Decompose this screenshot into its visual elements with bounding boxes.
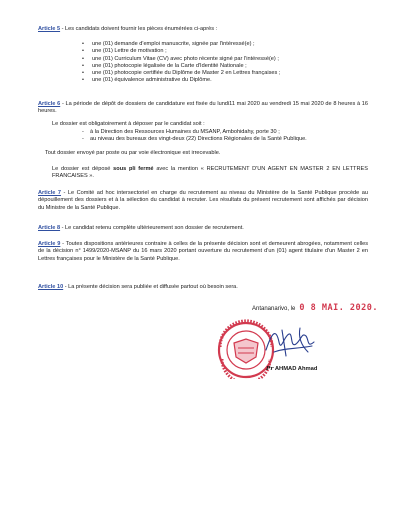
article-8-label: Article 8 [38,225,61,231]
article-5 [38,26,368,33]
irrecevable-note: Tout dossier envoyé par poste ou par voie électronique est irrecevable. [45,150,221,156]
article-6-label: Article 6 [38,101,61,107]
date-stamp: 0 8 MAI. 2020. [299,303,379,313]
date-place: Antananarivo, le [252,306,296,312]
list-item: • une (01) Curriculum Vitae (CV) avec photo récente signé par l'intéressé(e) ; [82,56,352,63]
pli-bold: sous pli fermé [113,166,154,172]
article-5-text: - Les candidats doivent fournir les pièces énumérées ci-après : [60,26,218,32]
date-line [252,303,378,313]
signer-prefix: Pr [266,366,274,372]
list-item: • une (01) photocopie légalisée de la Carte d'Identité Nationale ; [82,63,352,70]
pli-before: Le dossier est déposé [52,166,114,172]
article-10-text: - La présente décision sera publiée et diffusée partout où besoin sera. [63,284,238,290]
list-item: • une (01) photocopie certifiée du Diplôme de Master 2 en Lettres françaises ; [82,70,352,77]
article-10-label: Article 10 [38,284,64,290]
article-9-text: - Toutes dispositions antérieures contraire à celles de la présente décision sont et demeurent abrogées, notamment celles de la décision n° 1499/2020-MSANP du 16 mars 2020 portant ouverture du recrutement d'un (01) agent titulaire d'un Master 2 en Lettres françaises pour le Ministère de la Santé Publique. [38,241,369,262]
handwritten-signature-icon [262,322,320,362]
article-5-list [82,41,352,85]
article-6 [38,101,368,116]
dossier-intro: Le dossier est obligatoirement à déposer par le candidat soit : [52,121,205,127]
pli-after: avec la mention « RECRUTEMENT D'UN AGENT EN MASTER 2 EN LETTRES FRANCAISES ». [52,166,368,180]
article-7-label: Article 7 [38,190,62,196]
list-item: - à la Direction des Ressources Humaines du MSANP, Ambohidahy, porte 30 ; [82,129,368,136]
signer-fullname: AHMAD Ahmad [274,366,318,372]
list-item: - au niveau des bureaux des vingt-deux (22) Directions Régionales de la Santé Publique. [82,136,368,143]
article-5-label: Article 5 [38,26,61,32]
article-9 [38,241,368,263]
article-9-label: Article 9 [38,241,61,247]
list-item: • une (01) demande d'emploi manuscrite, signée par l'intéressé(e) ; [82,41,352,48]
article-7 [38,190,368,212]
article-8 [38,225,368,232]
pli-paragraph [52,166,368,181]
article-8-text: - Le candidat retenu complète ultérieurement son dossier de recrutement. [60,225,244,231]
list-item: • une (01) Lettre de motivation ; [82,48,352,55]
article-7-text: - Le Comité ad hoc intersectoriel en charge du recrutement au niveau du Ministère de la Santé Publique procède au dépouillement des dossiers et à la sélection du candidat à recruter. Les résultats du présent recrutement sont affichés par décision du Ministre de la Santé Publique. [38,190,368,211]
list-item: • une (01) équivalence administrative du Diplôme. [82,77,352,84]
signer-name [266,366,317,372]
depot-list [82,129,368,144]
article-10 [38,284,368,291]
article-6-text: - La période de dépôt de dossiers de candidature est fixée du lundi11 mai 2020 au vendredi 15 mai 2020 de 8 heures à 16 heures. [38,101,368,115]
